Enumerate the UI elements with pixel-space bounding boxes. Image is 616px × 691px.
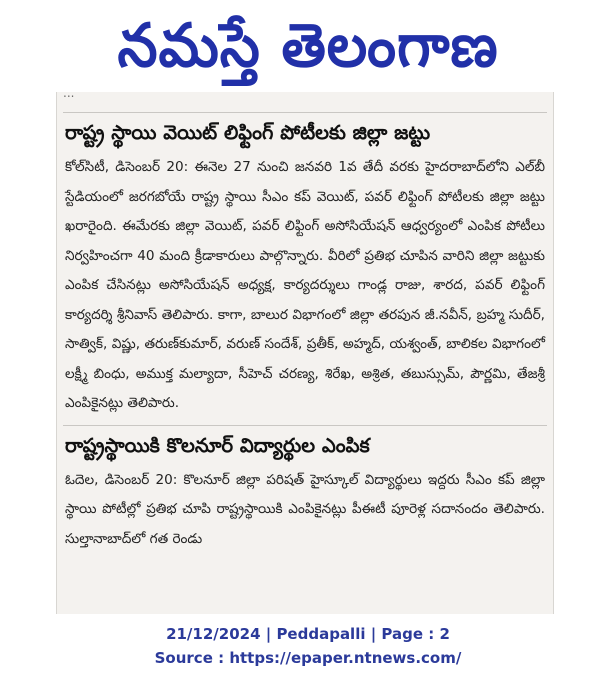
divider [63, 425, 547, 426]
article-headline: రాష్ట్ర స్థాయి వెయిట్ లిఫ్టింగ్ పోటీలకు జిల్లా జట్టు [65, 121, 431, 144]
clipping-footer [0, 622, 616, 670]
clipped-text-fragment: ... [63, 92, 75, 100]
news-clipping [56, 92, 554, 614]
masthead [0, 0, 616, 92]
article-headline: రాష్ట్రస్థాయికి కొలనూర్ విద్యార్థుల ఎంపిక [65, 433, 370, 457]
article-body: కోల్‌సిటీ, డిసెంబర్ 20: ఈనెల 27 నుంచి జనవరి 1వ తేదీ వరకు హైదరాబాద్‌లోని ఎల్‌బీ స్టేడియంలో జరగబోయే రాష్ట్ర స్థాయి సీఎం కప్ వెయిట్, పవర్ లిఫ్టింగ్ పోటీలకు జిల్లా జట్టు ఖరారైంది. ఈమేరకు జిల్లా వెయిట్, పవర్ లిఫ్టింగ్ అసోసియేషన్ ఆధ్వర్యంలో ఎంపిక పోటీలు నిర్వహించగా 40 మంది క్రీడాకారులు పాల్గొన్నారు. వీరిలో ప్రతిభ చూపిన వారిని జిల్లా జట్టుకు ఎంపిక చేసినట్లు అసోసియేషన్ అధ్యక్ష, కార్యదర్శులు గాండ్ల రాజు, శారద, పవర్ లిఫ్టింగ్ కార్యదర్శి శ్రీనివాస్ తెలిపారు. కాగా, బాలుర విభాగంలో జిల్లా తరపున జీ.నవీన్, బ్రహ్మ సుదీర్, సాత్విక్, విష్ణు, తరుణ్‌కుమార్, వరుణ్ సందేశ్, ప్రతీక్, అహ్మద్, యశ్వంత్, బాలికల విభాగంలో లక్ష్మీ బింధు, అముక్త మల్యాదా, సీహెచ్ చరణ్య, శిరేఖ, అశ్రిత, తబుస్సుమ్, పౌర్ణమి, తేజశ్రీ ఎంపికైనట్లు తెలిపారు. [65, 159, 545, 411]
divider [63, 112, 547, 113]
article-body: ఓదెల, డిసెంబర్ 20: కొలనూర్ జిల్లా పరిషత్ హైస్కూల్ విద్యార్థులు ఇద్దరు సీఎం కప్ జిల్లా స్థాయి పోటీల్లో ప్రతిభ చూపి రాష్ట్రస్థాయికి ఎంపికైనట్లు పీఈటీ పూరెళ్ల సదానందం తెలిపారు. సుల్తానాబాద్‌లో గత రెండు [65, 471, 545, 547]
date-edition-page: 21/12/2024 | Peddapalli | Page : 2 [166, 625, 450, 643]
source-link[interactable]: Source : https://epaper.ntnews.com/ [154, 649, 462, 667]
newspaper-logo: నమస్తే తెలంగాణ [117, 11, 499, 81]
